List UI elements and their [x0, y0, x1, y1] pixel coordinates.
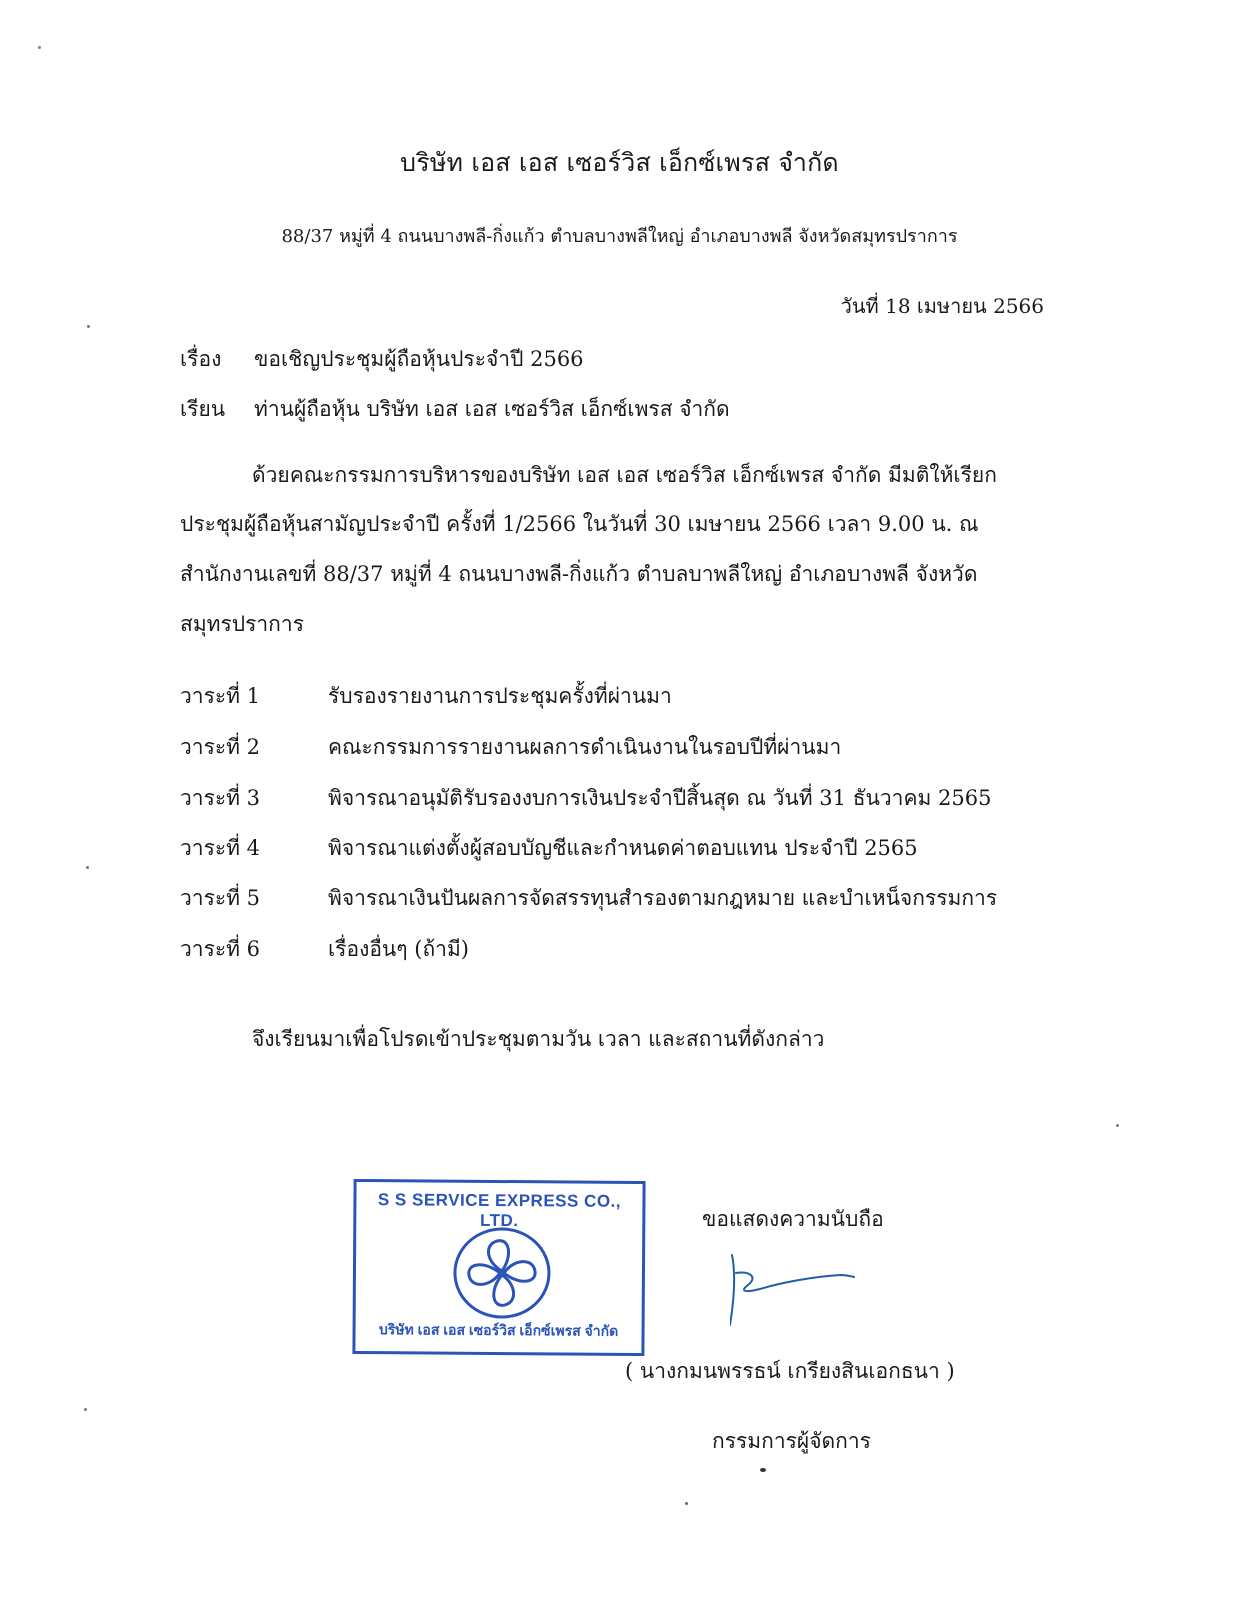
- closing-sentence: จึงเรียนมาเพื่อโปรดเข้าประชุมตามวัน เวลา และสถานที่ดังกล่าว: [252, 1027, 825, 1051]
- scan-speck: [685, 1502, 688, 1505]
- subject-text: ขอเชิญประชุมผู้ถือหุ้นประจำปี 2566: [254, 347, 584, 371]
- company-name-heading: บริษัท เอส เอส เซอร์วิส เอ็กซ์เพรส จำกัด: [400, 148, 839, 177]
- agenda-text: พิจารณาเงินปันผลการจัดสรรทุนสำรองตามกฎหมาย และบำเหน็จกรรมการ: [328, 886, 998, 910]
- agenda-number: วาระที่ 1: [180, 684, 261, 708]
- handwritten-signature: [730, 1245, 860, 1330]
- scan-speck: [84, 1408, 87, 1411]
- scan-speck: [760, 1468, 766, 1472]
- stamp-english-name: S S SERVICE EXPRESS CO., LTD.: [377, 1190, 622, 1231]
- scan-speck: [86, 866, 89, 869]
- agenda-item: [180, 731, 841, 764]
- subject-row: [180, 343, 584, 376]
- company-stamp: [352, 1179, 645, 1356]
- subject-label: เรื่อง: [180, 347, 222, 371]
- company-logo-icon: [447, 1223, 558, 1324]
- regards-text: ขอแสดงความนับถือ: [702, 1207, 884, 1231]
- signer-title: กรรมการผู้จัดการ: [712, 1429, 871, 1453]
- recipient-row: [180, 393, 730, 426]
- body-line: ด้วยคณะกรรมการบริหารของบริษัท เอส เอส เซอร์วิส เอ็กซ์เพรส จำกัด มีมติให้เรียก: [252, 463, 997, 487]
- agenda-number: วาระที่ 6: [180, 937, 261, 961]
- agenda-text: รับรองรายงานการประชุมครั้งที่ผ่านมา: [328, 684, 672, 708]
- agenda-item: [180, 933, 469, 966]
- recipient-text: ท่านผู้ถือหุ้น บริษัท เอส เอส เซอร์วิส เอ็กซ์เพรส จำกัด: [254, 397, 730, 421]
- agenda-item: [180, 782, 991, 815]
- body-line: ประชุมผู้ถือหุ้นสามัญประจำปี ครั้งที่ 1/2566 ในวันที่ 30 เมษายน 2566 เวลา 9.00 น. ณ: [180, 512, 979, 536]
- agenda-text: พิจารณาอนุมัติรับรองงบการเงินประจำปีสิ้นสุด ณ วันที่ 31 ธันวาคม 2565: [328, 786, 992, 810]
- agenda-number: วาระที่ 3: [180, 786, 261, 810]
- letter-date: วันที่ 18 เมษายน 2566: [840, 294, 1044, 318]
- scan-speck: [87, 325, 90, 328]
- agenda-number: วาระที่ 5: [180, 886, 261, 910]
- stamp-thai-name: บริษัท เอส เอส เซอร์วิส เอ็กซ์เพรส จำกัด: [378, 1321, 619, 1339]
- company-address: 88/37 หมู่ที่ 4 ถนนบางพลี-กิ่งแก้ว ตำบลบางพลีใหญ่ อำเภอบางพลี จังหวัดสมุทรปราการ: [281, 226, 958, 247]
- body-line: สมุทรปราการ: [180, 612, 304, 636]
- body-line: สำนักงานเลขที่ 88/37 หมู่ที่ 4 ถนนบางพลี-กิ่งแก้ว ตำบลบาพลีใหญ่ อำเภอบางพลี จังหวัด: [180, 562, 978, 586]
- agenda-item: [180, 680, 672, 713]
- agenda-text: เรื่องอื่นๆ (ถ้ามี): [328, 937, 469, 961]
- agenda-number: วาระที่ 4: [180, 836, 261, 860]
- recipient-label: เรียน: [180, 397, 226, 421]
- agenda-item: [180, 882, 997, 915]
- agenda-number: วาระที่ 2: [180, 735, 261, 759]
- agenda-item: [180, 832, 918, 865]
- signer-name: ( นางกมนพรรธน์ เกรียงสินเอกธนา ): [625, 1359, 955, 1383]
- scan-speck: [38, 46, 41, 49]
- agenda-text: พิจารณาแต่งตั้งผู้สอบบัญชีและกำหนดค่าตอบแทน ประจำปี 2565: [328, 836, 918, 860]
- scan-speck: [1116, 1124, 1119, 1127]
- agenda-text: คณะกรรมการรายงานผลการดำเนินงานในรอบปีที่ผ่านมา: [328, 735, 842, 759]
